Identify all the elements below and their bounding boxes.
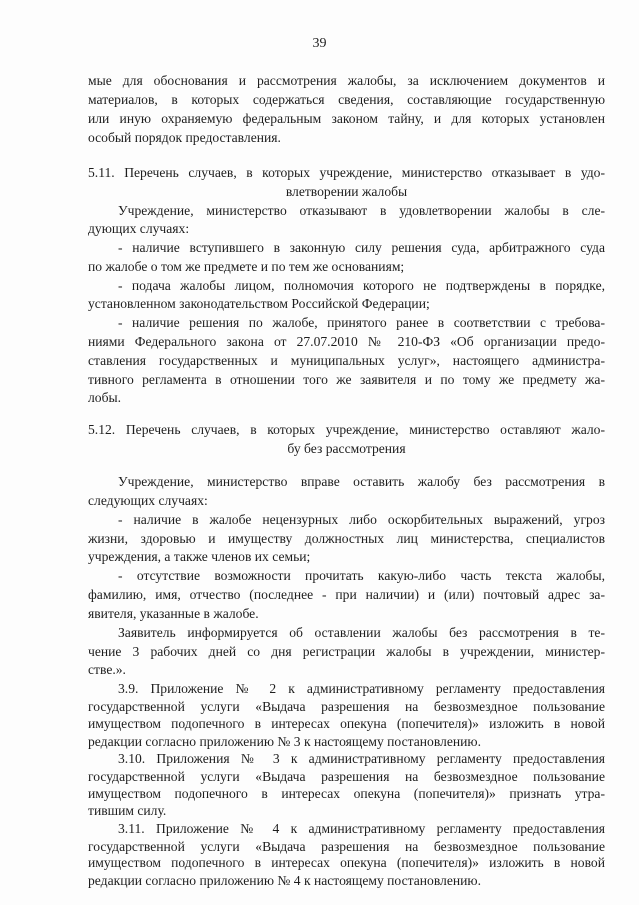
text-line: имуществом подопечного в интересах опекуна (попечителя)» изложить в новой [88, 855, 605, 870]
text-line: особый порядок предоставления. [88, 130, 281, 145]
text-line: государственной услуги «Выдача разрешения на безвозмездное пользование [88, 769, 605, 784]
text-line: дующих случаях: [88, 221, 190, 236]
text-line: 3.9. Приложение № 2 к административному регламенту предоставления [118, 681, 605, 696]
section-heading: влетворении жалобы [285, 184, 408, 199]
text-line: жизни, здоровью и имуществу должностных лиц министерства, специалистов [88, 531, 605, 546]
section-heading: 5.12. Перечень случаев, в которых учреждение, министерство оставляют жало- [88, 422, 605, 437]
section-heading: бу без рассмотрения [287, 441, 406, 456]
page-number: 39 [312, 36, 327, 51]
text-line: установленном законодательством Российской Федерации; [88, 296, 430, 311]
list-item: - наличие вступившего в законную силу решения суда, арбитражного суда [118, 240, 605, 255]
text-line: ставления государственных и муниципальных услуг», настоящего администра- [88, 353, 605, 368]
text-line: явителя, указанные в жалобе. [88, 606, 259, 621]
text-line: мые для обоснования и рассмотрения жалобы, за исключением документов и [88, 73, 605, 88]
text-line: Учреждение, министерство отказывают в удовлетворении жалобы в сле- [118, 203, 605, 218]
text-line: государственной услуги «Выдача разрешения на безвозмездное пользование [88, 699, 605, 714]
text-line: следующих случаях: [88, 493, 208, 508]
text-line: Заявитель информируется об оставлении жалобы без рассмотрения в те- [118, 625, 605, 640]
text-line: ниями Федерального закона от 27.07.2010 № 210-ФЗ «Об организации предо- [88, 334, 605, 349]
section-heading: 5.11. Перечень случаев, в которых учреждение, министерство отказывает в удо- [88, 165, 605, 180]
text-line: редакции согласно приложению № 4 к настоящему постановлению. [88, 873, 481, 888]
text-line: тивного регламента в отношении того же заявителя и по тому же предмету жа- [88, 372, 605, 387]
text-line: 3.10. Приложения № 3 к административному регламенту предоставления [118, 751, 605, 766]
text-line: государственной услуги «Выдача разрешения на безвозмездное пользование [88, 839, 605, 854]
text-line: материалов, в которых содержаться сведения, составляющие государственную [88, 92, 605, 107]
list-item: - наличие решения по жалобе, принятого ранее в соответствии с требова- [118, 315, 605, 330]
text-line: лобы. [88, 390, 122, 405]
text-line: фамилию, имя, отчество (последнее - при наличии) и (или) почтовый адрес за- [88, 587, 605, 602]
text-line: чение 3 рабочих дней со дня регистрации жалобы в учреждении, министер- [88, 644, 605, 659]
text-line: имуществом подопечного в интересах опекуна (попечителя)» изложить в новой [88, 716, 605, 731]
text-line: по жалобе о том же предмете и по тем же основаниям; [88, 259, 405, 274]
list-item: - наличие в жалобе нецензурных либо оскорбительных выражений, угроз [118, 512, 605, 527]
text-line: учреждения, а также членов их семьи; [88, 549, 311, 564]
text-line: или иную охраняемую федеральным законом тайну, и для которых установлен [88, 111, 605, 126]
list-item: - отсутствие возможности прочитать какую-либо часть текста жалобы, [118, 568, 605, 583]
text-line: редакции согласно приложению № 3 к настоящему постановлению. [88, 734, 481, 749]
text-line: имуществом подопечного в интересах опекуна (попечителя)» признать утра- [88, 786, 605, 801]
text-line: стве.». [88, 662, 126, 677]
text-line: тившим силу. [88, 803, 167, 818]
text-line: Учреждение, министерство вправе оставить жалобу без рассмотрения в [118, 474, 605, 489]
text-line: 3.11. Приложение № 4 к административному регламенту предоставления [118, 821, 605, 836]
list-item: - подача жалобы лицом, полномочия которого не подтверждены в порядке, [118, 278, 605, 293]
